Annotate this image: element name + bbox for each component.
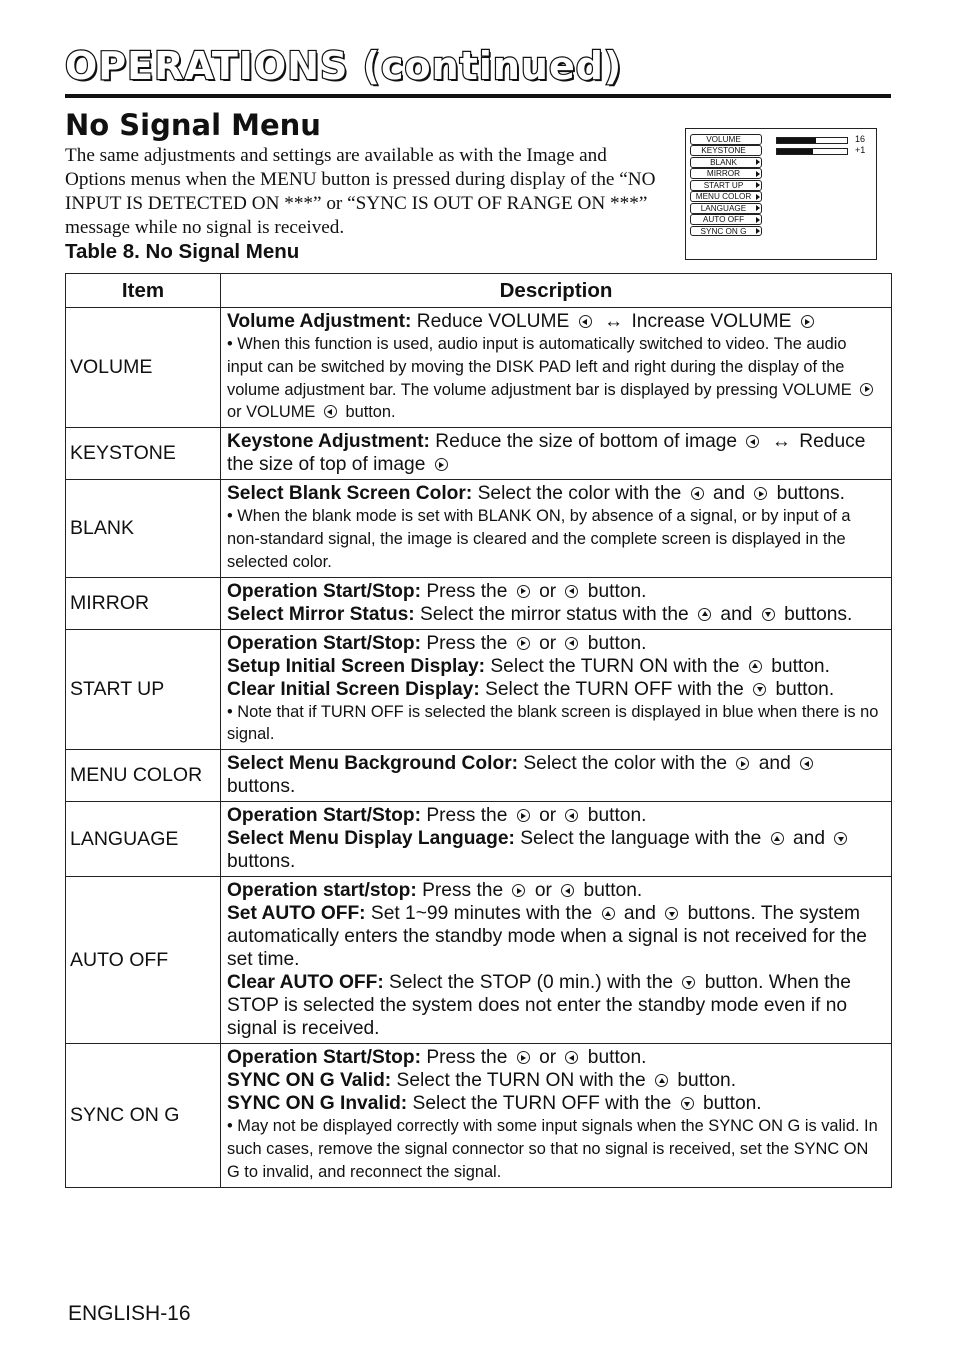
description-text: button.	[582, 1047, 647, 1069]
up-arrow-button-icon	[749, 660, 762, 673]
right-arrow-button-icon	[860, 383, 873, 396]
description-label: Clear AUTO OFF:	[227, 972, 384, 994]
table-row	[66, 308, 892, 428]
left-arrow-button-icon	[324, 405, 337, 418]
menu-preview-item-label: BLANK	[710, 157, 737, 167]
description-text: Select the TURN ON with the	[485, 655, 745, 677]
right-arrow-button-icon	[512, 884, 525, 897]
description-text: and	[787, 828, 831, 850]
description-label: Operation Start/Stop:	[227, 1047, 422, 1069]
up-arrow-button-icon	[602, 907, 615, 920]
description-text: • May not be displayed correctly with some input signals when the SYNC ON G is valid. In such cases, remove the signal connector so that no signal is received, set the SYNC ON G to invalid, and reconnect the signal.	[227, 1117, 878, 1181]
description-text: button.	[582, 805, 647, 827]
description-text: Reduce VOLUME	[411, 311, 575, 332]
right-arrow-button-icon	[517, 809, 530, 822]
description-text: or VOLUME	[227, 403, 320, 422]
description-cell	[221, 750, 892, 802]
menu-preview-item	[690, 203, 762, 214]
page-footer: ENGLISH-16	[68, 1302, 191, 1325]
left-right-arrow-icon: ↔	[603, 311, 624, 332]
description-line	[227, 310, 885, 333]
description-label: Operation Start/Stop:	[227, 580, 422, 602]
submenu-arrow-icon	[756, 228, 760, 234]
menu-preview-item	[690, 180, 762, 191]
left-arrow-button-icon	[565, 637, 578, 650]
description-label: Volume Adjustment:	[227, 311, 412, 332]
description-text: • When the blank mode is set with BLANK ON, by absence of a signal, or by input of a non-standard signal, the image is cleared and the complete screen is displayed in the selected color.	[227, 507, 851, 571]
keystone-bar-fill	[777, 149, 813, 154]
down-arrow-button-icon	[681, 1097, 694, 1110]
description-label: Operation Start/Stop:	[227, 805, 422, 827]
description-label: Operation Start/Stop:	[227, 632, 422, 654]
right-arrow-button-icon	[517, 585, 530, 598]
description-text: and	[618, 903, 662, 925]
description-text: Press the	[416, 880, 509, 902]
description-text: Select the STOP (0 min.) with the	[383, 972, 679, 994]
description-text: Select the color with the	[518, 753, 733, 775]
description-line	[227, 482, 885, 505]
menu-preview-item-label: LANGUAGE	[700, 203, 747, 213]
right-arrow-button-icon	[435, 458, 448, 471]
description-text: Select the color with the	[472, 483, 687, 505]
menu-preview-item	[690, 191, 762, 202]
up-arrow-button-icon	[771, 832, 784, 845]
description-text: Select the TURN ON with the	[391, 1070, 652, 1092]
description-label: Select Menu Display Language:	[227, 828, 515, 850]
description-text: button.	[697, 1093, 762, 1115]
description-text: button.	[340, 403, 396, 422]
submenu-arrow-icon	[756, 182, 760, 188]
description-text: Increase VOLUME	[626, 311, 797, 332]
description-label: Select Blank Screen Color:	[227, 483, 473, 505]
left-arrow-button-icon	[691, 487, 704, 500]
description-line	[227, 804, 885, 827]
description-text: or	[533, 632, 562, 654]
left-arrow-button-icon	[565, 809, 578, 822]
description-line	[227, 1046, 885, 1069]
description-label: Select Menu Background Color:	[227, 753, 519, 775]
item-cell: MIRROR	[66, 577, 221, 629]
submenu-arrow-icon	[756, 217, 760, 223]
table-header-row	[66, 274, 892, 308]
menu-preview-item	[690, 145, 762, 156]
description-text: button.	[770, 678, 835, 700]
description-line	[227, 827, 885, 873]
menu-preview-item	[690, 226, 762, 237]
no-signal-menu-table	[65, 273, 892, 1188]
down-arrow-button-icon	[762, 608, 775, 621]
table-caption: Table 8. No Signal Menu	[65, 240, 300, 263]
description-note	[227, 1115, 885, 1183]
description-text: or	[533, 805, 562, 827]
description-text: buttons.	[778, 603, 853, 625]
description-text: Press the	[421, 1047, 513, 1069]
description-text: and	[753, 753, 797, 775]
item-cell: AUTO OFF	[66, 877, 221, 1044]
menu-preview-list	[690, 134, 762, 237]
description-line	[227, 1069, 885, 1092]
column-header-item: Item	[66, 274, 221, 308]
menu-preview-item	[690, 214, 762, 225]
description-cell	[221, 802, 892, 877]
description-text: Press the	[421, 632, 513, 654]
header-rule	[65, 94, 891, 98]
table-row	[66, 629, 892, 750]
description-text: Set 1~99 minutes with the	[365, 903, 598, 925]
left-arrow-button-icon	[800, 757, 813, 770]
up-arrow-button-icon	[698, 608, 711, 621]
description-text	[596, 311, 601, 332]
description-line	[227, 678, 885, 701]
submenu-arrow-icon	[756, 194, 760, 200]
menu-preview-item-label: MIRROR	[706, 169, 741, 179]
description-cell	[221, 877, 892, 1044]
description-note	[227, 701, 885, 747]
description-line	[227, 971, 885, 1040]
left-right-arrow-icon: ↔	[771, 431, 791, 453]
keystone-bar	[776, 148, 848, 155]
item-cell: BLANK	[66, 480, 221, 577]
right-arrow-button-icon	[754, 487, 767, 500]
description-cell	[221, 480, 892, 577]
submenu-arrow-icon	[756, 205, 760, 211]
description-text: Select the language with the	[514, 828, 767, 850]
description-label: Select Mirror Status:	[227, 603, 415, 625]
description-text: or	[533, 580, 562, 602]
section-title: No Signal Menu	[65, 108, 321, 142]
description-line	[227, 603, 885, 626]
menu-preview-item-label: KEYSTONE	[701, 146, 746, 156]
menu-preview	[685, 128, 877, 260]
item-cell: MENU COLOR	[66, 750, 221, 802]
description-line	[227, 632, 885, 655]
description-line	[227, 752, 885, 798]
keystone-value: +1	[855, 145, 866, 155]
description-text	[763, 431, 768, 452]
description-line	[227, 879, 885, 902]
description-text: button.	[578, 880, 643, 902]
table-row	[66, 750, 892, 802]
menu-preview-item-label: START UP	[703, 180, 744, 190]
description-text: button.	[672, 1070, 737, 1092]
description-text: Reduce the size of bottom of image	[429, 431, 743, 453]
description-text: • When this function is used, audio input is automatically switched to video. The audio input can be switched by moving the DISK PAD left and right during the display of the volume adjustment bar. The volume adjustment bar is displayed by pressing VOLUME	[227, 335, 857, 399]
left-arrow-button-icon	[565, 585, 578, 598]
page-header-title: OPERATIONS (continued)	[65, 44, 623, 88]
description-text: or	[533, 1047, 562, 1069]
intro-paragraph: The same adjustments and settings are available as with the Image and Options menus when the MENU button is pressed during display of the “NO INPUT IS DETECTED ON ***” or “SYNC IS OUT OF RANGE ON ***” message while no signal is received.	[65, 145, 656, 238]
menu-preview-item	[690, 168, 762, 179]
description-label: Setup Initial Screen Display:	[227, 655, 486, 677]
description-line	[227, 580, 885, 603]
description-cell	[221, 428, 892, 480]
description-cell	[221, 629, 892, 750]
menu-preview-item-label: VOLUME	[706, 135, 741, 144]
description-line	[227, 655, 885, 678]
description-line	[227, 430, 885, 476]
description-text: buttons.	[227, 776, 296, 798]
right-arrow-button-icon	[801, 315, 814, 328]
item-cell: SYNC ON G	[66, 1044, 221, 1187]
down-arrow-button-icon	[753, 683, 766, 696]
menu-preview-item-label: SYNC ON G	[700, 226, 747, 236]
item-cell: KEYSTONE	[66, 428, 221, 480]
description-line	[227, 1092, 885, 1115]
description-text: and	[715, 603, 758, 625]
column-header-description: Description	[221, 274, 892, 308]
description-text: • Note that if TURN OFF is selected the blank screen is displayed in blue when there is no signal.	[227, 702, 879, 744]
volume-value: 16	[855, 134, 866, 144]
description-note	[227, 333, 885, 424]
description-text: button.	[582, 632, 647, 654]
description-text: buttons. The system automatically enters the standby mode when a signal is not received for the set time.	[227, 903, 867, 971]
right-arrow-button-icon	[517, 1051, 530, 1064]
description-text: Select the TURN OFF with the	[407, 1093, 677, 1115]
menu-preview-item	[690, 157, 762, 168]
description-label: SYNC ON G Invalid:	[227, 1093, 408, 1115]
description-text: buttons.	[227, 851, 296, 873]
description-label: Keystone Adjustment:	[227, 431, 430, 453]
down-arrow-button-icon	[682, 976, 695, 989]
up-arrow-button-icon	[655, 1074, 668, 1087]
description-cell	[221, 577, 892, 629]
description-label: Clear Initial Screen Display:	[227, 678, 480, 700]
table-row	[66, 877, 892, 1044]
down-arrow-button-icon	[665, 907, 678, 920]
submenu-arrow-icon	[756, 159, 760, 165]
item-cell: LANGUAGE	[66, 802, 221, 877]
table-body	[66, 308, 892, 1188]
description-text: button.	[582, 580, 647, 602]
left-arrow-button-icon	[565, 1051, 578, 1064]
description-text: Reduce the size of top of image	[227, 431, 866, 476]
description-text: and	[707, 483, 751, 505]
description-text: Select the mirror status with the	[414, 603, 695, 625]
description-text: Press the	[421, 580, 513, 602]
description-text: or	[529, 880, 558, 902]
table-row	[66, 577, 892, 629]
table-row	[66, 1044, 892, 1187]
description-cell	[221, 308, 892, 428]
description-text: button.	[765, 655, 830, 677]
submenu-arrow-icon	[756, 171, 760, 177]
description-line	[227, 902, 885, 971]
description-text: Press the	[421, 805, 513, 827]
description-note	[227, 505, 885, 573]
left-arrow-button-icon	[579, 315, 592, 328]
description-label: Operation start/stop:	[227, 880, 417, 902]
description-label: SYNC ON G Valid:	[227, 1070, 392, 1092]
description-label: Set AUTO OFF:	[227, 903, 366, 925]
menu-preview-item-label: MENU COLOR	[695, 192, 752, 202]
menu-preview-item-label: AUTO OFF	[702, 215, 745, 225]
menu-preview-item	[690, 134, 762, 145]
item-cell: START UP	[66, 629, 221, 750]
left-arrow-button-icon	[746, 435, 759, 448]
left-arrow-button-icon	[561, 884, 574, 897]
down-arrow-button-icon	[834, 832, 847, 845]
table-row	[66, 428, 892, 480]
description-text: button. When the STOP is selected the system does not enter the standby mode even if no signal is received.	[227, 972, 851, 1040]
description-text: Select the TURN OFF with the	[479, 678, 750, 700]
volume-bar	[776, 137, 848, 144]
description-cell	[221, 1044, 892, 1187]
table-row	[66, 802, 892, 877]
table-row	[66, 480, 892, 577]
description-text: buttons.	[771, 483, 845, 505]
volume-bar-fill	[777, 138, 816, 143]
right-arrow-button-icon	[517, 637, 530, 650]
item-cell: VOLUME	[66, 308, 221, 428]
right-arrow-button-icon	[736, 757, 749, 770]
